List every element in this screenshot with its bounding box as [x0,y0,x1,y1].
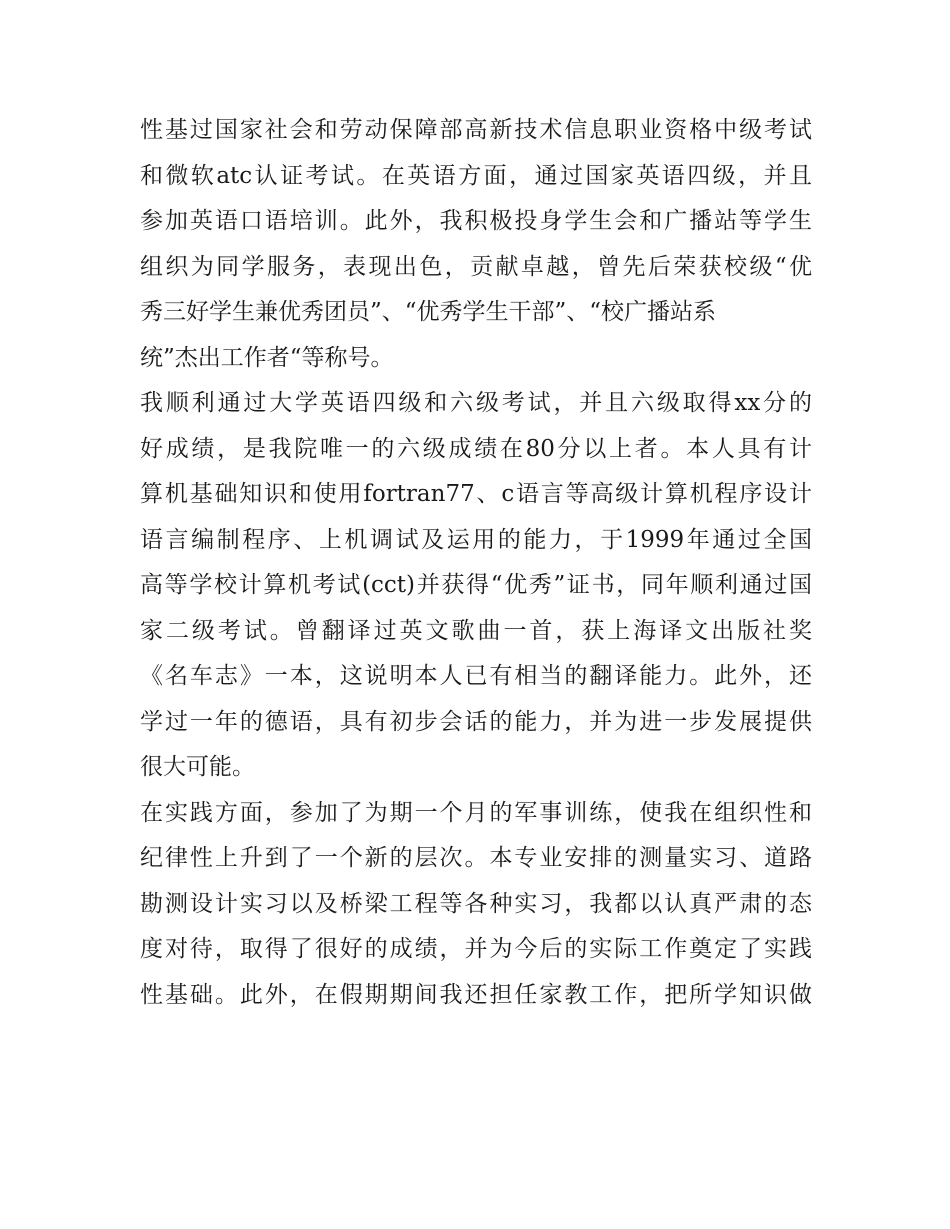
text-line: 家二级考试。曾翻译过英文歌曲一首，获上海译文出版社奖 [140,617,812,644]
text-line: 统”杰出工作者“等称号。 [140,344,394,371]
text-line: 高等学校计算机考试(cct)并获得“优秀”证书，同年顺利通过国 [140,572,812,598]
paragraph-3 [140,791,812,1019]
text-line: 纪律性上升到了一个新的层次。本专业安排的测量实习、道路 [140,845,812,871]
paragraph-1 [140,108,812,381]
paragraph-2 [140,381,812,791]
text-line: 很大可能。 [140,754,255,780]
text-line: 性基过国家社会和劳动保障部高新技术信息职业资格中级考试 [140,117,812,143]
text-line: 我顺利通过大学英语四级和六级考试，并且六级取得xx分的 [140,390,812,416]
text-line: 参加英语口语培训。此外，我积极投身学生会和广播站等学生 [140,208,812,234]
text-line: 组织为同学服务，表现出色，贡献卓越，曾先后荣获校级“优 [140,253,812,280]
text-line: 秀三好学生兼优秀团员”、“优秀学生干部”、“校广播站系 [140,299,717,325]
text-line: 勘测设计实习以及桥梁工程等各种实习，我都以认真严肃的态 [140,890,812,917]
text-line: 学过一年的德语，具有初步会话的能力，并为进一步发展提供 [140,708,812,735]
text-line: 算机基础知识和使用fortran77、c语言等高级计算机程序设计 [140,481,812,507]
text-line: 度对待，取得了很好的成绩，并为今后的实际工作奠定了实践 [140,936,812,962]
text-line: 语言编制程序、上机调试及运用的能力，于1999年通过全国 [140,526,812,553]
text-line: 和微软atc认证考试。在英语方面，通过国家英语四级，并且 [140,162,812,189]
text-line: 《名车志》一本，这说明本人已有相当的翻译能力。此外，还 [140,663,812,689]
text-line: 在实践方面，参加了为期一个月的军事训练，使我在组织性和 [140,799,812,826]
text-line: 好成绩，是我院唯一的六级成绩在80分以上者。本人具有计 [140,435,812,462]
document-body [140,108,812,1018]
text-line: 性基础。此外，在假期期间我还担任家教工作，把所学知识做 [140,981,812,1008]
